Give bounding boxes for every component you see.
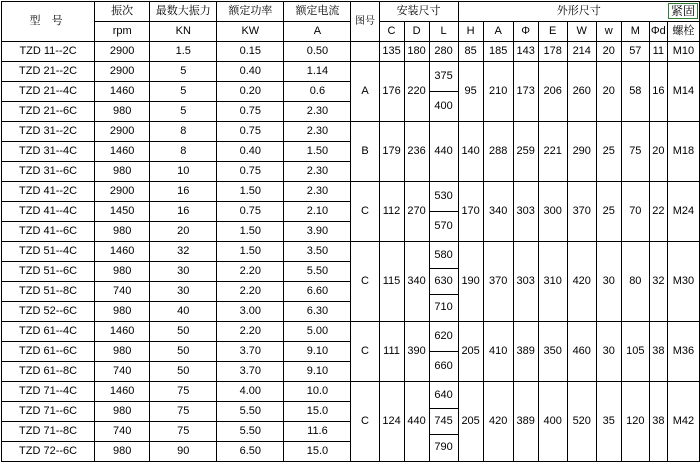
header-current-unit: A (284, 22, 351, 42)
cell-dim-l: 280 (429, 42, 458, 62)
cell-model: TZD 21--4C (2, 82, 95, 102)
cell-bolt: M42 (667, 382, 699, 462)
cell-rated-power: 1.50 (217, 242, 284, 262)
cell-figure-no: C (351, 242, 379, 322)
cell-frequency: 2900 (95, 42, 150, 62)
cell-dim-w-upper: 370 (567, 182, 596, 242)
cell-figure-no: B (351, 122, 379, 182)
cell-dim-c: 176 (379, 62, 404, 122)
cell-dim-h: 85 (458, 42, 483, 62)
cell-frequency: 980 (95, 262, 150, 282)
cell-bolt: M36 (667, 322, 699, 382)
cell-dim-c: 135 (379, 42, 404, 62)
cell-dim-m: 105 (621, 322, 649, 382)
header-col-w-lower: w (596, 22, 621, 42)
cell-model: TZD 51--4C (2, 242, 95, 262)
cell-model: TZD 41--4C (2, 202, 95, 222)
cell-rated-current: 15.0 (284, 402, 351, 422)
cell-rated-current: 5.50 (284, 262, 351, 282)
cell-bolt: M10 (667, 42, 699, 62)
cell-model: TZD 31--2C (2, 122, 95, 142)
cell-bolt: M30 (667, 242, 699, 322)
cell-dim-h: 190 (458, 242, 483, 322)
cell-rated-current: 0.50 (284, 42, 351, 62)
cell-rated-current: 2.30 (284, 122, 351, 142)
cell-frequency: 980 (95, 442, 150, 462)
cell-dim-w-lower: 30 (596, 242, 621, 322)
cell-max-force: 16 (150, 202, 217, 222)
cell-dim-e: 310 (538, 242, 567, 322)
cell-rated-power: 0.75 (217, 202, 284, 222)
cell-frequency: 980 (95, 402, 150, 422)
cell-frequency: 1460 (95, 82, 150, 102)
header-row-1 (2, 2, 700, 22)
cell-rated-power: 3.70 (217, 362, 284, 382)
header-rated-current: 额定电流 (284, 2, 351, 22)
header-rated-power: 额定功率 (217, 2, 284, 22)
cell-frequency: 740 (95, 282, 150, 302)
cell-dim-a: 340 (483, 182, 513, 242)
cell-dim-phid: 38 (649, 382, 667, 462)
cell-rated-current: 2.30 (284, 102, 351, 122)
cell-frequency: 980 (95, 162, 150, 182)
header-install-dims: 安装尺寸 (379, 2, 458, 22)
cell-model: TZD 61--4C (2, 322, 95, 342)
cell-rated-current: 15.0 (284, 442, 351, 462)
cell-frequency: 1460 (95, 142, 150, 162)
cell-model: TZD 21--2C (2, 62, 95, 82)
header-col-l: L (429, 22, 458, 42)
table-row (2, 242, 700, 262)
header-frequency-unit: rpm (95, 22, 150, 42)
cell-dim-m: 57 (621, 42, 649, 62)
cell-rated-power: 1.50 (217, 222, 284, 242)
cell-dim-e: 400 (538, 382, 567, 462)
cell-rated-current: 3.90 (284, 222, 351, 242)
cell-figure-no: C (351, 182, 379, 242)
fastening-note-badge: 紧固 (668, 3, 698, 19)
cell-dim-m: 80 (621, 242, 649, 322)
cell-dim-phi: 303 (513, 242, 538, 322)
cell-max-force: 10 (150, 162, 217, 182)
cell-rated-power: 0.40 (217, 142, 284, 162)
cell-dim-h: 140 (458, 122, 483, 182)
cell-dim-phi: 389 (513, 322, 538, 382)
cell-frequency: 2900 (95, 122, 150, 142)
header-force-unit: KN (150, 22, 217, 42)
cell-rated-power: 3.70 (217, 342, 284, 362)
header-col-w-upper: W (567, 22, 596, 42)
cell-dim-phi: 259 (513, 122, 538, 182)
cell-dim-h: 95 (458, 62, 483, 122)
cell-max-force: 5 (150, 82, 217, 102)
cell-figure-no (351, 42, 379, 62)
cell-max-force: 75 (150, 382, 217, 402)
cell-model: TZD 41--6C (2, 222, 95, 242)
cell-dim-l: 530 570 (429, 182, 458, 242)
cell-frequency: 1460 (95, 242, 150, 262)
cell-model: TZD 52--6C (2, 302, 95, 322)
cell-rated-current: 5.00 (284, 322, 351, 342)
cell-dim-d: 390 (404, 322, 429, 382)
cell-dim-l: 640 745 790 (429, 382, 458, 462)
header-col-a: A (483, 22, 513, 42)
cell-rated-power: 1.50 (217, 182, 284, 202)
cell-max-force: 30 (150, 262, 217, 282)
header-max-force: 最数大振力 (150, 2, 217, 22)
cell-max-force: 50 (150, 362, 217, 382)
cell-dim-phid: 16 (649, 62, 667, 122)
cell-rated-current: 9.10 (284, 362, 351, 382)
cell-dim-a: 288 (483, 122, 513, 182)
cell-dim-phi: 389 (513, 382, 538, 462)
cell-dim-e: 178 (538, 42, 567, 62)
cell-rated-power: 0.75 (217, 102, 284, 122)
cell-max-force: 20 (150, 222, 217, 242)
cell-model: TZD 71--6C (2, 402, 95, 422)
cell-dim-a: 210 (483, 62, 513, 122)
cell-rated-power: 4.00 (217, 382, 284, 402)
cell-max-force: 8 (150, 122, 217, 142)
cell-dim-a: 420 (483, 382, 513, 462)
cell-max-force: 16 (150, 182, 217, 202)
cell-dim-phi: 173 (513, 62, 538, 122)
cell-figure-no: C (351, 382, 379, 462)
cell-rated-power: 5.50 (217, 402, 284, 422)
cell-dim-phi: 303 (513, 182, 538, 242)
cell-dim-w-upper: 460 (567, 322, 596, 382)
cell-rated-power: 2.20 (217, 322, 284, 342)
cell-rated-current: 2.30 (284, 162, 351, 182)
header-figure-no: 图号 (351, 2, 379, 42)
cell-dim-phid: 32 (649, 242, 667, 322)
cell-dim-w-lower: 20 (596, 62, 621, 122)
spec-sheet (0, 1, 700, 458)
table-row (2, 322, 700, 342)
cell-dim-l: 375 400 (429, 62, 458, 122)
cell-dim-l: 440 (429, 122, 458, 182)
cell-bolt: M18 (667, 122, 699, 182)
cell-max-force: 8 (150, 142, 217, 162)
cell-rated-current: 1.14 (284, 62, 351, 82)
cell-rated-power: 3.00 (217, 302, 284, 322)
cell-frequency: 980 (95, 302, 150, 322)
cell-max-force: 5 (150, 102, 217, 122)
cell-rated-current: 10.0 (284, 382, 351, 402)
header-row-2 (2, 22, 700, 42)
cell-bolt: M14 (667, 62, 699, 122)
cell-dim-w-lower: 30 (596, 322, 621, 382)
cell-dim-h: 170 (458, 182, 483, 242)
cell-rated-current: 2.10 (284, 202, 351, 222)
cell-dim-h: 205 (458, 322, 483, 382)
cell-rated-power: 0.75 (217, 122, 284, 142)
header-col-h: H (458, 22, 483, 42)
cell-max-force: 90 (150, 442, 217, 462)
cell-frequency: 1460 (95, 382, 150, 402)
cell-rated-power: 5.50 (217, 422, 284, 442)
cell-dim-e: 350 (538, 322, 567, 382)
cell-dim-w-lower: 20 (596, 42, 621, 62)
cell-dim-e: 221 (538, 122, 567, 182)
cell-dim-w-upper: 420 (567, 242, 596, 322)
vibrator-spec-table (1, 1, 700, 462)
cell-dim-l: 620 660 (429, 322, 458, 382)
cell-model: TZD 11--2C (2, 42, 95, 62)
header-frequency: 振次 (95, 2, 150, 22)
header-power-unit: KW (217, 22, 284, 42)
table-row (2, 382, 700, 402)
cell-max-force: 75 (150, 402, 217, 422)
table-row (2, 42, 700, 62)
cell-model: TZD 61--6C (2, 342, 95, 362)
cell-rated-current: 9.10 (284, 342, 351, 362)
header-col-c: C (379, 22, 404, 42)
cell-dim-phid: 20 (649, 122, 667, 182)
cell-dim-d: 340 (404, 242, 429, 322)
cell-model: TZD 72--6C (2, 442, 95, 462)
header-col-d: D (404, 22, 429, 42)
cell-dim-a: 410 (483, 322, 513, 382)
cell-dim-c: 179 (379, 122, 404, 182)
cell-dim-d: 236 (404, 122, 429, 182)
cell-model: TZD 71--4C (2, 382, 95, 402)
cell-dim-m: 120 (621, 382, 649, 462)
cell-dim-h: 205 (458, 382, 483, 462)
cell-dim-l: 580 630 710 (429, 242, 458, 322)
cell-dim-c: 124 (379, 382, 404, 462)
cell-max-force: 5 (150, 62, 217, 82)
table-row (2, 122, 700, 142)
table-body (2, 42, 700, 462)
cell-dim-w-lower: 25 (596, 122, 621, 182)
cell-rated-power: 2.20 (217, 282, 284, 302)
cell-dim-w-upper: 260 (567, 62, 596, 122)
cell-model: TZD 31--6C (2, 162, 95, 182)
cell-dim-phid: 38 (649, 322, 667, 382)
cell-model: TZD 51--8C (2, 282, 95, 302)
cell-dim-phi: 143 (513, 42, 538, 62)
cell-dim-phid: 11 (649, 42, 667, 62)
cell-rated-power: 0.40 (217, 62, 284, 82)
header-col-e: E (538, 22, 567, 42)
cell-dim-d: 440 (404, 382, 429, 462)
cell-figure-no: A (351, 62, 379, 122)
cell-rated-power: 6.50 (217, 442, 284, 462)
cell-rated-current: 0.6 (284, 82, 351, 102)
table-row (2, 182, 700, 202)
cell-max-force: 75 (150, 422, 217, 442)
cell-dim-c: 111 (379, 322, 404, 382)
cell-frequency: 740 (95, 422, 150, 442)
cell-dim-a: 185 (483, 42, 513, 62)
cell-dim-m: 58 (621, 62, 649, 122)
cell-frequency: 980 (95, 222, 150, 242)
cell-rated-current: 3.50 (284, 242, 351, 262)
cell-dim-c: 115 (379, 242, 404, 322)
cell-figure-no: C (351, 322, 379, 382)
cell-frequency: 2900 (95, 62, 150, 82)
cell-rated-current: 11.6 (284, 422, 351, 442)
cell-frequency: 2900 (95, 182, 150, 202)
header-col-phi: Φ (513, 22, 538, 42)
cell-frequency: 1450 (95, 202, 150, 222)
header-model: 型 号 (2, 2, 95, 42)
cell-bolt: M24 (667, 182, 699, 242)
cell-model: TZD 41--2C (2, 182, 95, 202)
table-row (2, 62, 700, 82)
cell-dim-e: 300 (538, 182, 567, 242)
cell-dim-m: 75 (621, 122, 649, 182)
cell-frequency: 980 (95, 102, 150, 122)
cell-model: TZD 71--8C (2, 422, 95, 442)
cell-dim-c: 112 (379, 182, 404, 242)
cell-rated-power: 0.20 (217, 82, 284, 102)
cell-model: TZD 31--4C (2, 142, 95, 162)
cell-model: TZD 51--6C (2, 262, 95, 282)
cell-dim-phid: 22 (649, 182, 667, 242)
cell-rated-current: 2.30 (284, 182, 351, 202)
cell-dim-w-upper: 290 (567, 122, 596, 182)
cell-model: TZD 21--6C (2, 102, 95, 122)
cell-model: TZD 61--8C (2, 362, 95, 382)
cell-dim-d: 220 (404, 62, 429, 122)
cell-rated-current: 6.30 (284, 302, 351, 322)
header-col-bolt: 螺栓 (667, 22, 699, 42)
cell-frequency: 1460 (95, 322, 150, 342)
cell-max-force: 50 (150, 322, 217, 342)
cell-frequency: 980 (95, 342, 150, 362)
cell-dim-w-lower: 35 (596, 382, 621, 462)
cell-max-force: 50 (150, 342, 217, 362)
cell-dim-m: 70 (621, 182, 649, 242)
cell-rated-current: 6.60 (284, 282, 351, 302)
cell-rated-power: 0.15 (217, 42, 284, 62)
cell-dim-d: 270 (404, 182, 429, 242)
cell-max-force: 32 (150, 242, 217, 262)
cell-max-force: 40 (150, 302, 217, 322)
cell-rated-power: 0.75 (217, 162, 284, 182)
cell-rated-current: 1.50 (284, 142, 351, 162)
cell-dim-a: 370 (483, 242, 513, 322)
cell-dim-w-lower: 25 (596, 182, 621, 242)
cell-dim-e: 206 (538, 62, 567, 122)
header-outer-dims: 外形尺寸 (458, 2, 699, 22)
cell-dim-w-upper: 520 (567, 382, 596, 462)
header-col-phid: Φd (649, 22, 667, 42)
cell-dim-d: 180 (404, 42, 429, 62)
cell-max-force: 1.5 (150, 42, 217, 62)
cell-frequency: 740 (95, 362, 150, 382)
cell-dim-w-upper: 214 (567, 42, 596, 62)
cell-max-force: 30 (150, 282, 217, 302)
cell-rated-power: 2.20 (217, 262, 284, 282)
header-col-m: M (621, 22, 649, 42)
